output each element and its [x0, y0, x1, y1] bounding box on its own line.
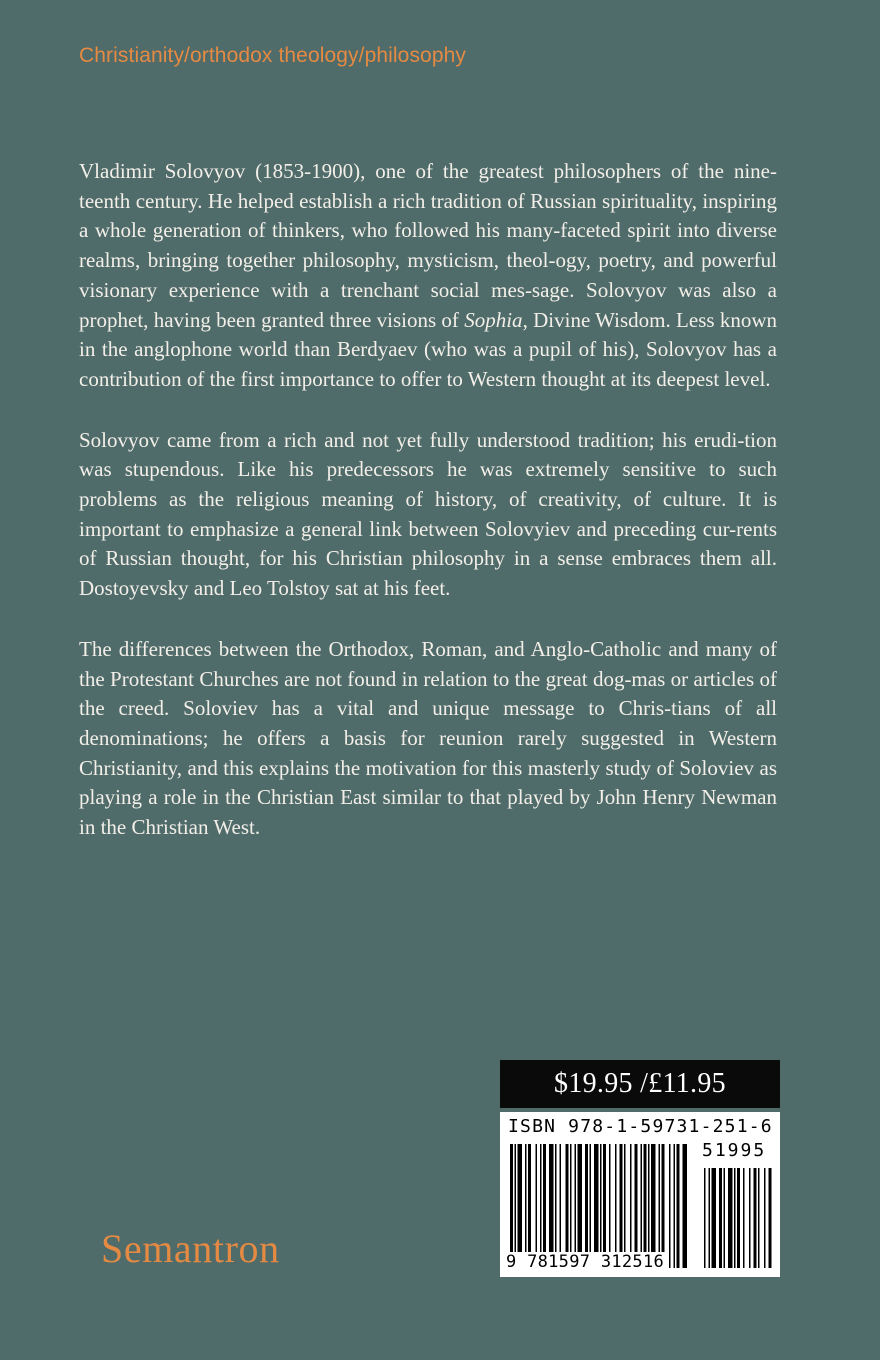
- description-paragraph-2: Solovyov came from a rich and not yet fully understood tradition; his erudi-tion was stupendous. Like his predecessors he was extremely sensitive to such problems as the religious meaning of history, of creativity, of culture. It is important to emphasize a general link between Solovyiev and preceding cur-rents of Russian thought, for his Christian philosophy in a sense embraces them all. Dostoyevsky and Leo Tolstoy sat at his feet.: [79, 427, 777, 601]
- publisher-name: Semantron: [101, 1226, 280, 1271]
- category-label: Christianity/orthodox theology/philosophy: [79, 44, 466, 67]
- barcode-addon-code: 51995: [702, 1140, 767, 1161]
- paragraph-1-text-b: , Divine Wisdom. Less known in the anglophone world than Berdyaev (who was a pupil of his), Solovyov has a contribution of the first importance to offer to Western thought at its deepest level.: [79, 307, 778, 391]
- paragraph-1-text-a: Vladimir Solovyov (1853-1900), one of the greatest philosophers of the nine-teenth century. He helped establish a rich tradition of Russian spirituality, inspiring a whole generation of thinkers, who followed his many-faceted spirit into diverse realms, bringing together philosophy, mysticism, theol-ogy, poetry, and powerful visionary experience with a trenchant social mes-sage. Solovyov was also a prophet, having been granted three visions of: [79, 159, 777, 332]
- description-paragraph-3: The differences between the Orthodox, Roman, and Anglo-Catholic and many of the Protestant Churches are not found in relation to the great dog-mas or articles of the creed. Soloviev has a vital and unique message to Chris-tians of all denominations; he offers a basis for reunion rarely suggested in Western Christianity, and this explains the motivation for this masterly study of Soloviev as playing a role in the Christian East similar to that played by John Henry Newman in the Christian West.: [79, 636, 777, 840]
- barcode-panel: [500, 1112, 780, 1277]
- price-box: $19.95 /£11.95: [500, 1060, 780, 1108]
- ean-digits: 9 781597 312516: [506, 1252, 665, 1272]
- isbn-label: ISBN 978-1-59731-251-6: [508, 1116, 773, 1137]
- back-cover-description: [79, 157, 777, 874]
- sophia-italic: Sophia: [464, 307, 523, 332]
- description-paragraph-1: [79, 157, 777, 395]
